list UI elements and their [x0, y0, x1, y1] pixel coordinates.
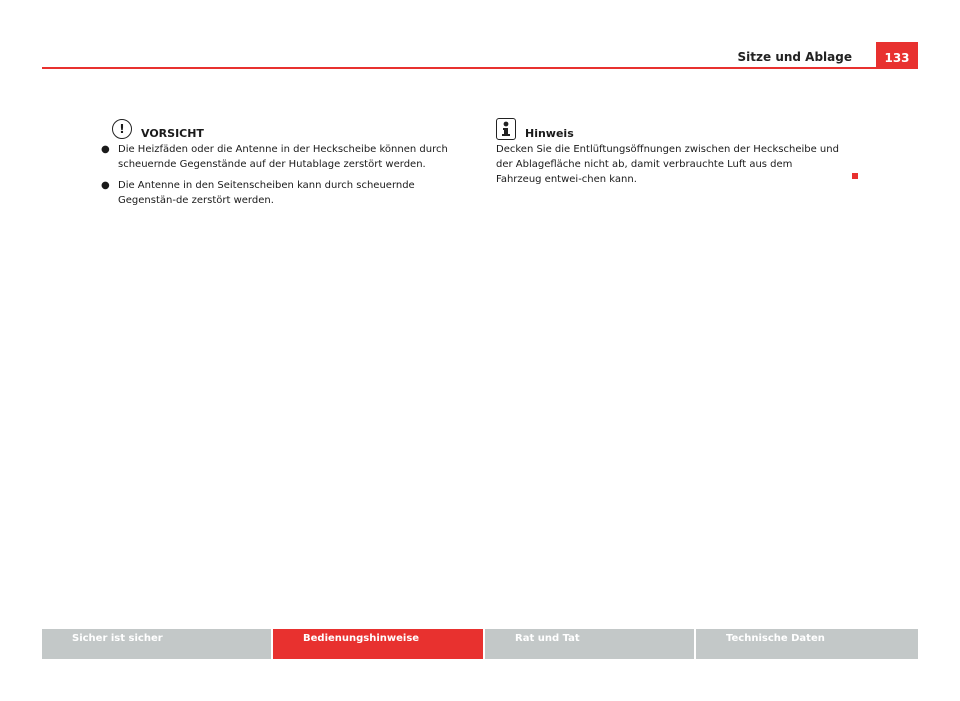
exclamation-circle-icon: ! [112, 119, 132, 139]
list-item [101, 178, 460, 208]
bullet-icon: ● [101, 180, 110, 191]
note-block [496, 118, 841, 187]
note-heading [496, 118, 841, 140]
caution-item-text: Die Antenne in den Seitenscheiben kann durch scheuernde Gegenstän-de zerstört werden. [118, 180, 415, 206]
page-number-badge [876, 42, 918, 69]
caution-label: VORSICHT [141, 127, 204, 140]
section-end-marker [852, 173, 858, 179]
info-note-icon-glyph [500, 121, 512, 137]
caution-block [101, 118, 460, 214]
note-label: Hinweis [525, 127, 574, 140]
tab-sicher-ist-sicher[interactable]: Sicher ist sicher [42, 629, 271, 659]
caution-item-text: Die Heizfäden oder die Antenne in der Heckscheibe können durch scheuernde Gegenstände auf der Hutablage zerstört werden. [118, 144, 448, 170]
info-note-icon [496, 118, 516, 140]
page-number: 133 [884, 51, 910, 65]
header-rule [42, 67, 918, 69]
tab-technische-daten[interactable]: Technische Daten [696, 629, 918, 659]
bullet-icon: ● [101, 144, 110, 155]
caution-heading [112, 118, 460, 140]
footer-nav [42, 629, 918, 659]
section-title: Sitze und Ablage [737, 50, 852, 64]
tab-bedienungshinweise[interactable]: Bedienungshinweise [273, 629, 483, 659]
note-text: Decken Sie die Entlüftungsöffnungen zwischen der Heckscheibe und der Ablagefläche nicht ab, damit verbrauchte Luft aus dem Fahrzeug entwei-chen kann. [496, 144, 839, 185]
tab-rat-und-tat[interactable]: Rat und Tat [485, 629, 694, 659]
caution-list [101, 142, 460, 208]
list-item [101, 142, 460, 172]
